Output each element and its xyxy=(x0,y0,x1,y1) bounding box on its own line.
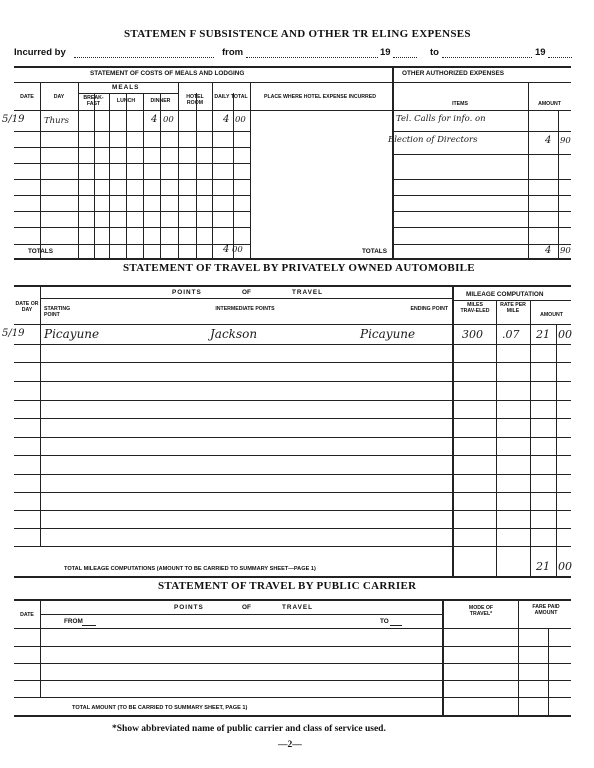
year-label-2: 19 xyxy=(535,47,546,58)
meal-row-day[interactable]: Thurs xyxy=(44,116,70,126)
col-hotel: HOTEL ROOM xyxy=(186,94,204,106)
total-expense-amount: 4 xyxy=(545,245,552,256)
carrier-points-label: POINTS xyxy=(174,604,204,611)
to-label: to xyxy=(430,47,439,58)
carrier-col-mode: MODE OF TRAVEL* xyxy=(468,605,494,617)
year-line-2[interactable] xyxy=(548,57,572,58)
incurred-by-line[interactable] xyxy=(74,57,214,58)
col-place: PLACE WHERE HOTEL EXPENSE INCURRED xyxy=(263,94,377,100)
col-lunch: LUNCH xyxy=(116,98,136,104)
auto-row-rate[interactable]: .07 xyxy=(502,328,520,341)
carrier-travel-label: TRAVEL xyxy=(282,604,314,611)
col-date: DATE xyxy=(20,94,34,100)
carrier-col-fare: FARE PAID AMOUNT xyxy=(532,604,560,616)
carrier-of-label: OF xyxy=(242,604,251,611)
to-line[interactable] xyxy=(442,57,532,58)
col-breakfast: BREAK-FAST xyxy=(83,95,104,107)
footnote: *Show abbreviated name of public carrier and class of service used. xyxy=(112,724,386,734)
mileage-total-label: TOTAL MILEAGE COMPUTATIONS (AMOUNT TO BE CARRIED TO SUMMARY SHEET—PAGE 1) xyxy=(64,566,316,572)
auto-travel-label: TRAVEL xyxy=(292,289,324,296)
auto-col-start: STARTING POINT xyxy=(44,306,71,318)
page-number: —2— xyxy=(278,740,302,750)
carrier-total-label: TOTAL AMOUNT (TO BE CARRIED TO SUMMARY SHEET, PAGE 1) xyxy=(72,705,248,711)
costs-section-title: STATEMENT OF COSTS OF MEALS AND LODGING xyxy=(90,70,245,77)
year-label-1: 19 xyxy=(380,47,391,58)
col-dinner: DINNER xyxy=(150,98,171,104)
year-line-1[interactable] xyxy=(393,57,417,58)
auto-of-label: OF xyxy=(242,289,251,296)
mileage-total-amount: 21 xyxy=(536,560,550,573)
carrier-to-label: TO xyxy=(380,618,389,625)
auto-points-label: POINTS xyxy=(172,289,202,296)
auto-row-intermediate[interactable]: Jackson xyxy=(210,327,258,341)
from-label: from xyxy=(222,47,244,58)
col-day: DAY xyxy=(53,94,65,100)
public-carrier-title: STATEMENT OF TRAVEL BY PUBLIC CARRIER xyxy=(158,580,417,592)
auto-row-end[interactable]: Picayune xyxy=(360,327,416,341)
mileage-computation-label: MILEAGE COMPUTATION xyxy=(466,291,544,298)
totals-label-left: TOTALS xyxy=(28,248,53,255)
total-expense-amount-cents: 90 xyxy=(560,246,571,256)
carrier-to-line[interactable] xyxy=(390,625,402,626)
meal-row-dinner[interactable]: 4 xyxy=(151,114,158,125)
meal-row-dinner-cents[interactable]: 00 xyxy=(163,115,174,125)
expense-row-amount-cents[interactable]: 90 xyxy=(560,136,571,146)
other-expenses-title: OTHER AUTHORIZED EXPENSES xyxy=(402,70,505,77)
meals-header: MEALS xyxy=(112,84,140,91)
auto-row-miles[interactable]: 300 xyxy=(462,328,483,341)
auto-col-date: DATE OR DAY xyxy=(15,301,39,313)
expense-item-line-2[interactable]: Election of Directors xyxy=(388,135,478,145)
auto-section-title: STATEMENT OF TRAVEL BY PRIVATELY OWNED AUTOMOBILE xyxy=(123,262,475,274)
meal-row-date[interactable]: 5/19 xyxy=(2,114,25,125)
mileage-total-amount-cents: 00 xyxy=(558,560,572,573)
expense-item-line-1[interactable]: Tel. Calls for info. on xyxy=(396,114,486,124)
carrier-from-line[interactable] xyxy=(82,625,96,626)
col-amount: AMOUNT xyxy=(538,101,561,107)
form-title: STATEMEN F SUBSISTENCE AND OTHER TR ELING EXPENSES xyxy=(124,28,471,40)
col-daily-total: DAILY TOTAL xyxy=(214,94,248,100)
from-line[interactable] xyxy=(246,57,378,58)
auto-col-end: ENDING POINT xyxy=(410,306,448,312)
auto-row-start[interactable]: Picayune xyxy=(44,327,100,341)
expense-row-amount[interactable]: 4 xyxy=(545,135,552,146)
auto-col-amount: AMOUNT xyxy=(540,312,563,318)
auto-row-date[interactable]: 5/19 xyxy=(2,328,25,339)
auto-row-amount-cents[interactable]: 00 xyxy=(558,328,572,341)
auto-col-miles: MILES TRAV-ELED xyxy=(460,302,490,314)
incurred-by-label: Incurred by xyxy=(14,47,66,58)
meal-row-daily[interactable]: 4 xyxy=(223,114,230,125)
totals-label-right: TOTALS xyxy=(362,248,387,255)
total-daily-cents: 00 xyxy=(232,245,243,255)
col-items: ITEMS xyxy=(452,101,468,107)
carrier-from-label: FROM xyxy=(64,618,83,625)
auto-col-intermediate: INTERMEDIATE POINTS xyxy=(215,306,275,312)
auto-col-rate: RATE PER MILE xyxy=(500,302,526,314)
total-daily: 4 xyxy=(223,244,230,255)
carrier-col-date: DATE xyxy=(20,612,34,618)
auto-row-amount[interactable]: 21 xyxy=(536,328,550,341)
meal-row-daily-cents[interactable]: 00 xyxy=(235,115,246,125)
